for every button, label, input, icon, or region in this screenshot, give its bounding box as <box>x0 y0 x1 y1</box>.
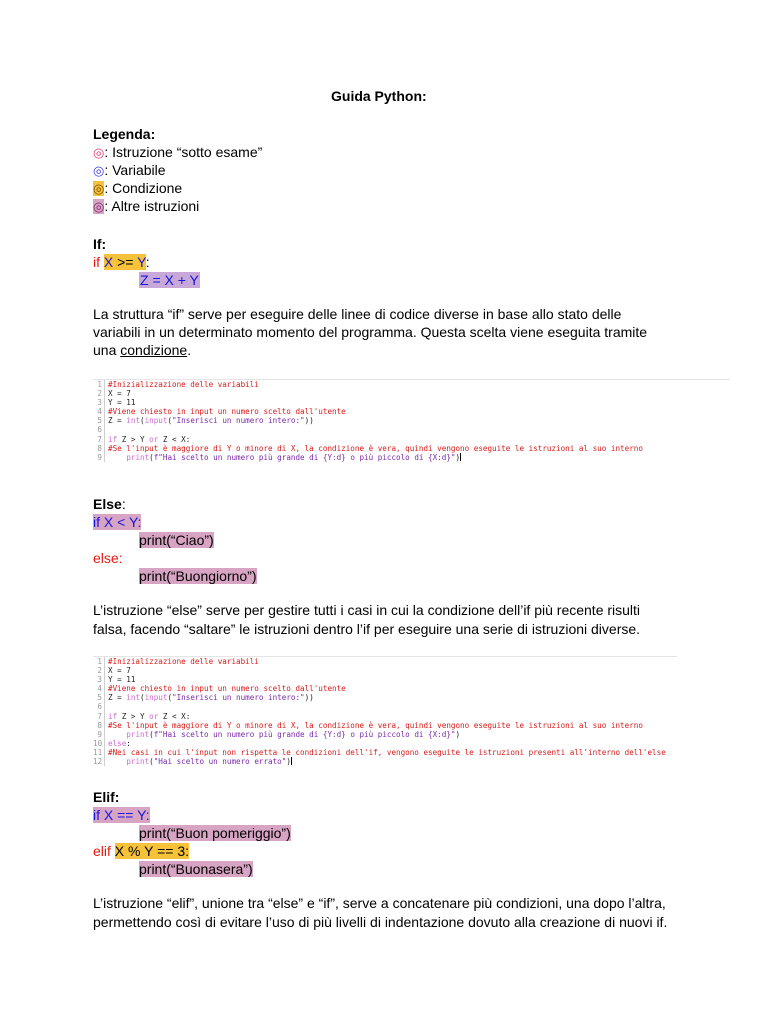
line-number: 1 <box>93 657 105 666</box>
line-number: 5 <box>93 416 105 425</box>
legend-item-altre <box>93 197 199 216</box>
if-paragraph-line-1: La struttura “if” serve per eseguire delle linee di codice diverse in base allo stato delle <box>93 306 622 322</box>
variable-y: Y <box>137 254 146 270</box>
if-paragraph-line-3 <box>93 341 191 360</box>
colon: : <box>145 807 150 823</box>
code-text: if Z > Y or Z < X: <box>108 434 191 444</box>
code-text: X = 7 <box>108 389 131 399</box>
code-line <box>93 693 677 702</box>
line-number: 8 <box>93 444 105 453</box>
code-text <box>105 425 108 434</box>
line-number: 6 <box>93 425 105 434</box>
target-icon: ◎ <box>93 163 105 178</box>
code-line <box>93 435 730 444</box>
line-number: 4 <box>93 407 105 416</box>
code-text <box>105 702 108 711</box>
else-keyword-line: else: <box>93 550 123 566</box>
else-example-line-2 <box>139 531 214 549</box>
keyword-if: if <box>93 254 100 270</box>
operator: >= <box>117 254 134 270</box>
code-line <box>93 721 677 730</box>
code-line <box>93 675 677 684</box>
line-number: 8 <box>93 721 105 730</box>
colon: : <box>137 514 142 530</box>
else-paragraph-line-2: falsa, facendo “saltare” le istruzioni dentro l’if per eseguire una serie di istruzioni diverse. <box>93 621 641 637</box>
if-body-line <box>139 271 200 289</box>
code-line <box>93 748 677 757</box>
line-number: 11 <box>93 748 105 757</box>
line-number: 9 <box>93 730 105 739</box>
print-statement: print(“Buonasera”) <box>139 861 253 877</box>
code-line <box>93 702 677 711</box>
code-text: #Se l'input è maggiore di Y o minore di X, la condizione è vera, quindi vengono eseguite le istruzioni al suo interno <box>108 443 643 453</box>
variable-y: Y <box>137 807 146 823</box>
line-number: 12 <box>93 757 105 766</box>
else-heading <box>93 495 126 513</box>
else-paragraph-line-1: L’istruzione “else” serve per gestire tutti i casi in cui la condizione dell’if più recente risulti <box>93 602 641 618</box>
code-text: else: <box>108 738 131 748</box>
if-paragraph-line-2: variabili in un determinato momento del programma. Questa scelta viene eseguita tramite <box>93 324 648 340</box>
heading-text: Else <box>93 496 122 512</box>
code-text: Y = 11 <box>108 675 136 685</box>
else-example-line-1 <box>93 513 141 531</box>
code-screenshot-if <box>93 379 730 462</box>
code-text: #Viene chiesto in input un numero scelto dall'utente <box>108 684 346 694</box>
target-icon: ◎ <box>93 199 105 214</box>
keyword-elif: elif <box>93 843 111 859</box>
line-number: 4 <box>93 684 105 693</box>
line-number: 3 <box>93 398 105 407</box>
code-text: if Z > Y or Z < X: <box>108 711 191 721</box>
line-number: 6 <box>93 702 105 711</box>
variable-y: Y <box>128 514 138 530</box>
elif-example-line-4 <box>139 860 253 878</box>
code-line <box>93 407 730 416</box>
code-screenshot-else <box>93 656 677 766</box>
code-line <box>93 444 730 453</box>
code-line <box>93 380 730 389</box>
line-number: 2 <box>93 389 105 398</box>
heading-colon: : <box>121 496 126 512</box>
code-line <box>93 453 730 462</box>
target-icon: ◎ <box>93 181 105 196</box>
code-line <box>93 712 677 721</box>
code-text: Y = 11 <box>108 398 136 408</box>
variable-x: X <box>103 254 114 270</box>
legend-item-variabile <box>93 161 166 180</box>
text: . <box>187 342 192 358</box>
code-text: Z = int(input("Inserisci un numero intero:")) <box>108 416 314 426</box>
code-line <box>93 666 677 675</box>
legend-label: : Altre istruzioni <box>104 198 200 214</box>
legend-label: : Condizione <box>104 180 183 196</box>
code-text: Z = int(input("Inserisci un numero intero:")) <box>108 693 314 703</box>
line-number: 2 <box>93 666 105 675</box>
print-statement: print(“Buon pomeriggio”) <box>139 825 291 841</box>
legend-heading: Legenda: <box>93 126 156 142</box>
target-icon: ◎ <box>93 145 105 160</box>
operator: == <box>117 807 134 823</box>
elif-heading: Elif: <box>93 789 120 805</box>
elif-example-line-1 <box>93 806 150 824</box>
code-line <box>93 416 730 425</box>
elif-condition: X % Y == 3: <box>114 843 190 859</box>
else-example-line-4 <box>139 567 257 585</box>
code-line <box>93 389 730 398</box>
variable-x: X <box>103 807 114 823</box>
code-line <box>93 757 677 766</box>
elif-paragraph-line-2: permettendo così di evitare l’uso di più livelli di indentazione dovuto alla creazione di nuovi if. <box>93 914 668 930</box>
code-line <box>93 398 730 407</box>
elif-example-line-2 <box>139 824 291 842</box>
text: una <box>93 342 121 358</box>
code-text: print("Hai scelto un numero errato") <box>126 757 291 767</box>
line-number: 10 <box>93 739 105 748</box>
legend-item-condizione <box>93 179 182 198</box>
code-text: print(f"Hai scelto un numero più grande di {Y:d} o più piccolo di {X:d}") <box>126 729 461 739</box>
print-statement: print(“Buongiorno”) <box>139 568 257 584</box>
keyword-if: if <box>93 514 100 530</box>
code-line <box>93 730 677 739</box>
code-line <box>93 684 677 693</box>
code-text: #Inizializzazione delle variabili <box>108 657 259 666</box>
line-number: 1 <box>93 380 105 389</box>
code-line <box>93 739 677 748</box>
variable-x: X <box>103 514 114 530</box>
code-text: #Viene chiesto in input un numero scelto dall'utente <box>108 407 346 417</box>
code-text: #Se l'input è maggiore di Y o minore di X, la condizione è vera, quindi vengono eseguite le istruzioni al suo interno <box>108 720 643 730</box>
line-number: 9 <box>93 453 105 462</box>
legend-item-istruzione <box>93 143 262 162</box>
legend-label: : Variabile <box>104 162 166 178</box>
elif-paragraph-line-1: L’istruzione “elif”, unione tra “else” e “if”, serve a concatenare più condizioni, una dopo l’altra, <box>93 895 666 911</box>
line-number: 7 <box>93 712 105 721</box>
assignment-statement: Z = X + Y <box>140 272 199 288</box>
code-line <box>93 425 730 434</box>
condizione-link: condizione <box>120 342 188 358</box>
code-text: #Inizializzazione delle variabili <box>108 380 259 389</box>
page-title: Guida Python: <box>331 88 427 104</box>
line-number: 3 <box>93 675 105 684</box>
if-example-line <box>93 253 150 271</box>
keyword-if: if <box>93 807 100 823</box>
line-number: 5 <box>93 693 105 702</box>
code-text: #Nei casi in cui l'input non rispetta le condizioni dell'if, vengono eseguite le istruzioni presenti all'interno dell'else <box>108 747 666 757</box>
line-number: 7 <box>93 435 105 444</box>
legend-label: : Istruzione “sotto esame” <box>104 144 263 160</box>
colon: : <box>145 254 150 270</box>
print-statement: print(“Ciao”) <box>139 532 214 548</box>
code-line <box>93 657 677 666</box>
if-heading: If: <box>93 236 107 252</box>
elif-example-line-3 <box>93 842 189 860</box>
code-text: X = 7 <box>108 666 131 676</box>
text-cursor <box>291 757 292 765</box>
text-cursor <box>460 453 461 461</box>
operator: < <box>117 514 126 530</box>
code-text: print(f"Hai scelto un numero più grande di {Y:d} o più piccolo di {X:d}") <box>126 452 461 462</box>
